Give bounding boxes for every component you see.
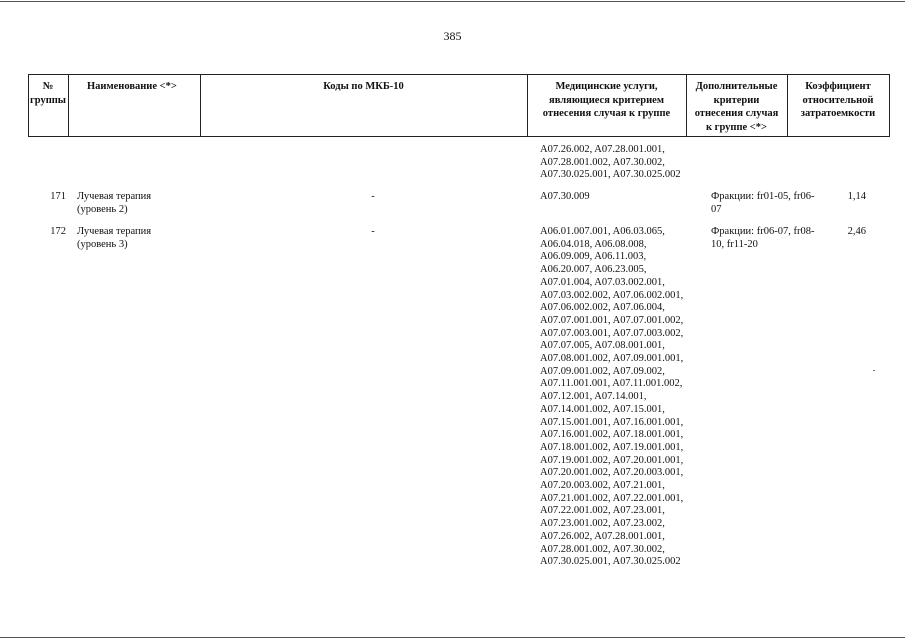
service-code-line: A07.08.001.002, A07.09.001.001,: [540, 353, 684, 365]
service-code-line: A07.12.001, A07.14.001,: [540, 391, 647, 403]
service-code-line: A07.19.001.002, A07.20.001.001,: [540, 454, 684, 466]
row-icd-codes: -: [371, 191, 375, 202]
header-group-number: № группы: [29, 81, 67, 106]
service-code-line: A06.09.009, A06.11.003,: [540, 251, 647, 263]
service-code-line: A07.28.001.002, A07.30.002,: [540, 156, 665, 168]
service-code-line: A07.01.004, A07.03.002.001,: [540, 276, 665, 288]
table-col-divider: [889, 74, 890, 137]
row-number: 171: [50, 191, 66, 202]
service-code-line: A07.26.002, A07.28.001.001,: [540, 144, 665, 155]
service-code-line: A07.30.009: [540, 191, 590, 202]
service-code-line: A07.07.003.001, A07.07.003.002,: [540, 327, 684, 339]
row-coefficient: 2,46: [847, 226, 866, 237]
service-code-line: A07.30.025.001, A07.30.025.002: [540, 169, 681, 181]
row-name: Лучевая терапия (уровень 2): [77, 191, 152, 215]
row-extra-criteria: Фракции: fr06-07, fr08- 10, fr11-20: [711, 226, 815, 250]
service-code-line: A07.03.002.002, A07.06.002.001,: [540, 289, 684, 301]
header-medical-services: Медицинские услуги, являющиеся критерием отнесения случая к группе: [542, 81, 671, 119]
service-code-line: A07.09.001.002, A07.09.002,: [540, 365, 665, 377]
page-number: 385: [443, 29, 462, 43]
header-icd-codes: Коды по МКБ-10: [323, 81, 404, 92]
row-number: 172: [50, 226, 66, 237]
table-col-divider: [68, 74, 69, 137]
service-code-line: A07.16.001.002, A07.18.001.001,: [540, 429, 684, 441]
continuation-services: [540, 144, 681, 182]
service-code-line: A07.06.002.002, A07.06.004,: [540, 302, 665, 314]
row-coefficient: 1,14: [847, 191, 866, 202]
service-code-line: A07.22.001.002, A07.23.001,: [540, 505, 665, 517]
service-code-line: A07.15.001.001, A07.16.001.001,: [540, 416, 684, 428]
service-code-line: A07.30.025.001, A07.30.025.002: [540, 556, 681, 568]
service-code-line: A06.20.007, A06.23.005,: [540, 264, 647, 276]
service-code-line: A07.21.001.002, A07.22.001.001,: [540, 492, 684, 504]
row-services: [540, 226, 683, 569]
service-code-line: A07.18.001.002, A07.19.001.001,: [540, 441, 684, 453]
table-top-border: [28, 74, 890, 75]
page-edge-top: [0, 1, 905, 2]
row-icd-codes: -: [371, 226, 375, 237]
scan-speck: [873, 370, 875, 371]
service-code-line: A06.01.007.001, A06.03.065,: [540, 226, 665, 237]
service-code-line: A07.26.002, A07.28.001.001,: [540, 530, 665, 542]
service-code-line: A07.14.001.002, A07.15.001,: [540, 403, 665, 415]
row-services: [540, 191, 590, 204]
service-code-line: A07.20.001.002, A07.20.003.001,: [540, 467, 684, 479]
page-edge-bottom: [0, 637, 905, 638]
service-code-line: A07.11.001.001, A07.11.001.002,: [540, 378, 683, 390]
service-code-line: A07.20.003.002, A07.21.001,: [540, 480, 665, 492]
table-header-border: [28, 136, 890, 137]
header-name: Наименование <*>: [87, 81, 177, 92]
header-coefficient: Коэффициент относительной затратоемкости: [800, 81, 876, 119]
service-code-line: A06.04.018, A06.08.008,: [540, 238, 647, 250]
service-code-line: A07.07.005, A07.08.001.001,: [540, 340, 665, 352]
service-code-line: A07.28.001.002, A07.30.002,: [540, 543, 665, 555]
row-name: Лучевая терапия (уровень 3): [77, 226, 152, 250]
row-extra-criteria: Фракции: fr01-05, fr06- 07: [711, 191, 815, 215]
service-code-line: A07.07.001.001, A07.07.001.002,: [540, 314, 684, 326]
header-extra-criteria: Дополнительные критерии отнесения случая к группе <*>: [694, 81, 779, 133]
service-code-line: A07.23.001.002, A07.23.002,: [540, 518, 665, 530]
